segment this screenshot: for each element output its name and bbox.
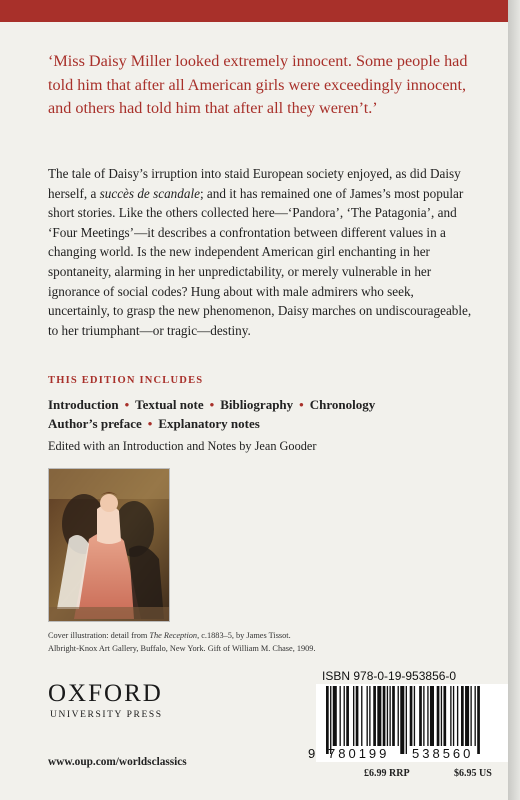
- barcode-bar: [414, 686, 415, 746]
- barcode-bar: [392, 686, 395, 746]
- blurb-paragraph: [48, 164, 478, 340]
- bullet-separator: •: [209, 397, 215, 412]
- barcode-bar: [470, 686, 471, 746]
- barcode-bar: [367, 686, 368, 746]
- caption-artwork-title: The Reception: [149, 631, 198, 640]
- barcode-bar: [377, 686, 381, 746]
- barcode-bar: [361, 686, 362, 746]
- barcode-bar: [461, 686, 464, 746]
- publisher-logo-name: OXFORD: [48, 680, 163, 707]
- pull-quote: ‘Miss Daisy Miller looked extremely innocent. Some people had told him that after all American girls were exceedingly innocent, and others had told him that after all they weren’t.’: [48, 52, 468, 117]
- barcode-bar: [406, 686, 407, 754]
- barcode-bar: [333, 686, 337, 746]
- barcode-bar: [340, 686, 341, 746]
- barcode-bar: [326, 686, 329, 754]
- barcode-bar: [346, 686, 349, 746]
- edition-item: Introduction: [48, 397, 119, 412]
- price-us: $6.95 US: [454, 768, 492, 779]
- barcode-bar: [477, 686, 480, 754]
- bullet-separator: •: [299, 397, 304, 412]
- barcode-bar: [356, 686, 359, 746]
- barcode-bar: [387, 686, 388, 746]
- edition-item: Bibliography: [220, 397, 294, 412]
- barcode-bar: [453, 686, 454, 746]
- barcode-bar: [369, 686, 370, 746]
- edition-heading: THIS EDITION INCLUDES: [48, 375, 204, 386]
- barcode-bar: [441, 686, 442, 746]
- barcode-bar: [437, 686, 440, 746]
- editor-credit: Edited with an Introduction and Notes by Jean Gooder: [48, 439, 317, 453]
- barcode-bar: [465, 686, 469, 746]
- barcode-bar: [383, 686, 386, 746]
- barcode-bar: [450, 686, 451, 746]
- edition-item: Explanatory notes: [158, 416, 260, 431]
- edition-item: Author’s preface: [48, 416, 142, 431]
- barcode-bar: [330, 686, 331, 754]
- edition-item: Textual note: [135, 397, 204, 412]
- publisher-logo-subtitle: UNIVERSITY PRESS: [50, 710, 163, 720]
- barcode-bar: [410, 686, 413, 746]
- barcode-bar: [344, 686, 345, 746]
- top-color-band: [0, 0, 508, 22]
- barcode-digit-first: 9: [308, 746, 316, 761]
- barcode-bar: [389, 686, 390, 746]
- edition-contents-list: [48, 395, 468, 433]
- barcode-bar: [475, 686, 476, 746]
- barcode-bar: [443, 686, 446, 746]
- barcode-bar: [373, 686, 376, 746]
- barcode-bar: [353, 686, 354, 746]
- caption-line-2: Albright-Knox Art Gallery, Buffalo, New York. Gift of William M. Chase, 1909.: [48, 643, 316, 653]
- price-uk: £6.99 RRP: [364, 768, 410, 779]
- blurb-italic-phrase: succès de scandale: [99, 185, 200, 201]
- caption-prefix: Cover illustration: detail from: [48, 631, 150, 640]
- barcode-bar: [398, 686, 399, 746]
- blurb-text-2: ; and it has remained one of James’s most popular short stories. Like the others collected here—‘Pandora’, ‘The Patagonia’, and ‘Four Meetings’—it describes a confrontation between different values in a changing world. Is the new independent American girl enchanting in her spontaneity, alarming in her unpredictability, or merely vulnerable in her ignorance of social codes? Hung about with male admirers who seek, uncertainly, to grasp the new phenomenon, Daisy marches on undiscourageable, to her triumphant—or tragic—destiny.: [48, 185, 472, 338]
- edition-item: Chronology: [309, 397, 376, 412]
- caption-suffix: , c.1883–5, by James Tissot.: [197, 631, 291, 640]
- page-edge: [508, 0, 520, 800]
- isbn-number: ISBN 978-0-19-953856-0: [322, 669, 457, 683]
- blurb-text-1: The tale of Daisy’s irruption into staid European society enjoyed, as did Daisy herself, a: [48, 166, 461, 201]
- publisher-website-link[interactable]: www.oup.com/worldsclassics: [48, 756, 187, 768]
- barcode-bar: [457, 686, 458, 746]
- barcode-digits-left: 780199: [328, 746, 390, 761]
- cover-painting-image: [48, 468, 170, 622]
- barcode-bar: [400, 686, 404, 754]
- bullet-separator: •: [124, 397, 130, 412]
- barcode: [306, 684, 508, 762]
- bullet-separator: •: [147, 416, 153, 431]
- barcode-bar: [430, 686, 434, 746]
- barcode-digits-right: 538560: [412, 746, 474, 761]
- cover-caption: [48, 630, 388, 655]
- barcode-bar: [423, 686, 424, 746]
- barcode-bar: [419, 686, 422, 746]
- barcode-bar: [427, 686, 428, 746]
